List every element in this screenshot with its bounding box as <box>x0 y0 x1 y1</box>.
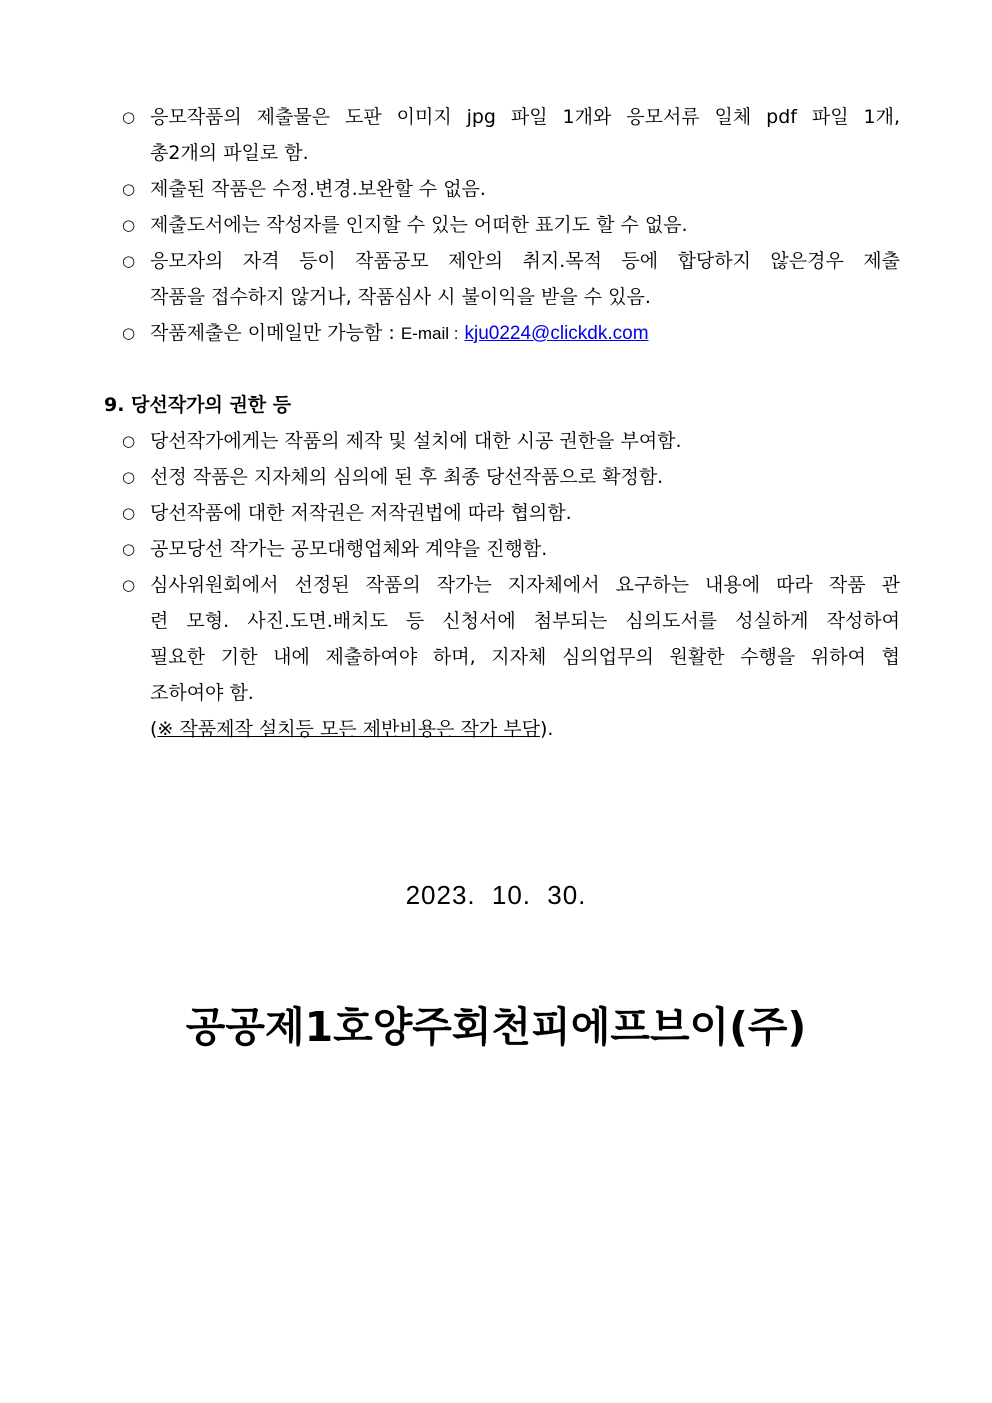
list-item-line: 당선작가에게는 작품의 제작 및 설치에 대한 시공 권한을 부여함. <box>150 430 682 452</box>
list-item <box>122 207 900 243</box>
list-item <box>122 495 900 531</box>
note-underlined-text: ※ 작품제작 설치등 모든 제반비용은 작가 부담 <box>157 718 540 740</box>
email-label: E-mail : <box>400 324 459 343</box>
bullet-icon: ○ <box>122 576 136 594</box>
bullet-icon: ○ <box>122 180 136 198</box>
list-item-line: 선정 작품은 지자체의 심의에 된 후 최종 당선작품으로 확정함. <box>150 466 664 488</box>
list-item-line: 공모당선 작가는 공모대행업체와 계약을 진행함. <box>150 538 548 560</box>
bullet-icon: ○ <box>122 252 136 270</box>
list-item <box>122 459 900 495</box>
list-item <box>122 171 900 207</box>
list-item-line: 작품을 접수하지 않거나, 작품심사 시 불이익을 받을 수 있음. <box>150 286 651 308</box>
bullet-icon: ○ <box>122 432 136 450</box>
list-item <box>122 423 900 459</box>
list-item <box>122 99 900 171</box>
list-item-line: 필요한 기한 내에 제출하여야 하며, 지자체 심의업무의 원활한 수행을 위하여 협 <box>150 646 900 668</box>
list-item-email <box>122 315 900 352</box>
list-item-line: 련 모형. 사진.도면.배치도 등 신청서에 첨부되는 심의도서를 성실하게 작성하여 <box>150 610 900 632</box>
list-item-line: 응모자의 자격 등이 작품공모 제안의 취지.목적 등에 합당하지 않은경우 제출 <box>150 250 900 272</box>
note-open-paren: ( <box>150 718 158 740</box>
bullet-icon: ○ <box>122 108 136 126</box>
list-item-line: 총2개의 파일로 함. <box>150 142 309 164</box>
cost-note <box>150 711 553 747</box>
list-item-line: 당선작품에 대한 저작권은 저작권법에 따라 협의함. <box>150 502 572 524</box>
document-date: 2023. 10. 30. <box>405 880 587 910</box>
bullet-icon: ○ <box>122 540 136 558</box>
section-heading: 9. 당선작가의 권한 등 <box>104 394 292 416</box>
note-close-paren: ). <box>539 718 554 740</box>
email-link[interactable]: kju0224@clickdk.com <box>464 323 649 344</box>
bullet-icon: ○ <box>122 504 136 522</box>
list-item <box>122 567 900 711</box>
list-item-line: 조하여야 함. <box>150 682 254 704</box>
bullet-icon: ○ <box>122 468 136 486</box>
bullet-icon: ○ <box>122 216 136 234</box>
list-item-line: 제출도서에는 작성자를 인지할 수 있는 어떠한 표기도 할 수 없음. <box>150 214 688 236</box>
email-instruction: 작품제출은 이메일만 가능함 : <box>150 322 395 344</box>
list-item-line: 제출된 작품은 수정.변경.보완할 수 없음. <box>150 178 486 200</box>
bullet-icon: ○ <box>122 324 136 342</box>
list-item <box>122 243 900 315</box>
list-item-line: 심사위원회에서 선정된 작품의 작가는 지자체에서 요구하는 내용에 따라 작품 관 <box>150 574 900 596</box>
list-item-line: 응모작품의 제출물은 도판 이미지 jpg 파일 1개와 응모서류 일체 pdf 파일 1개, <box>150 106 900 128</box>
list-item <box>122 531 900 567</box>
company-name: 공공제1호양주회천피에프브이(주) <box>185 1003 807 1051</box>
